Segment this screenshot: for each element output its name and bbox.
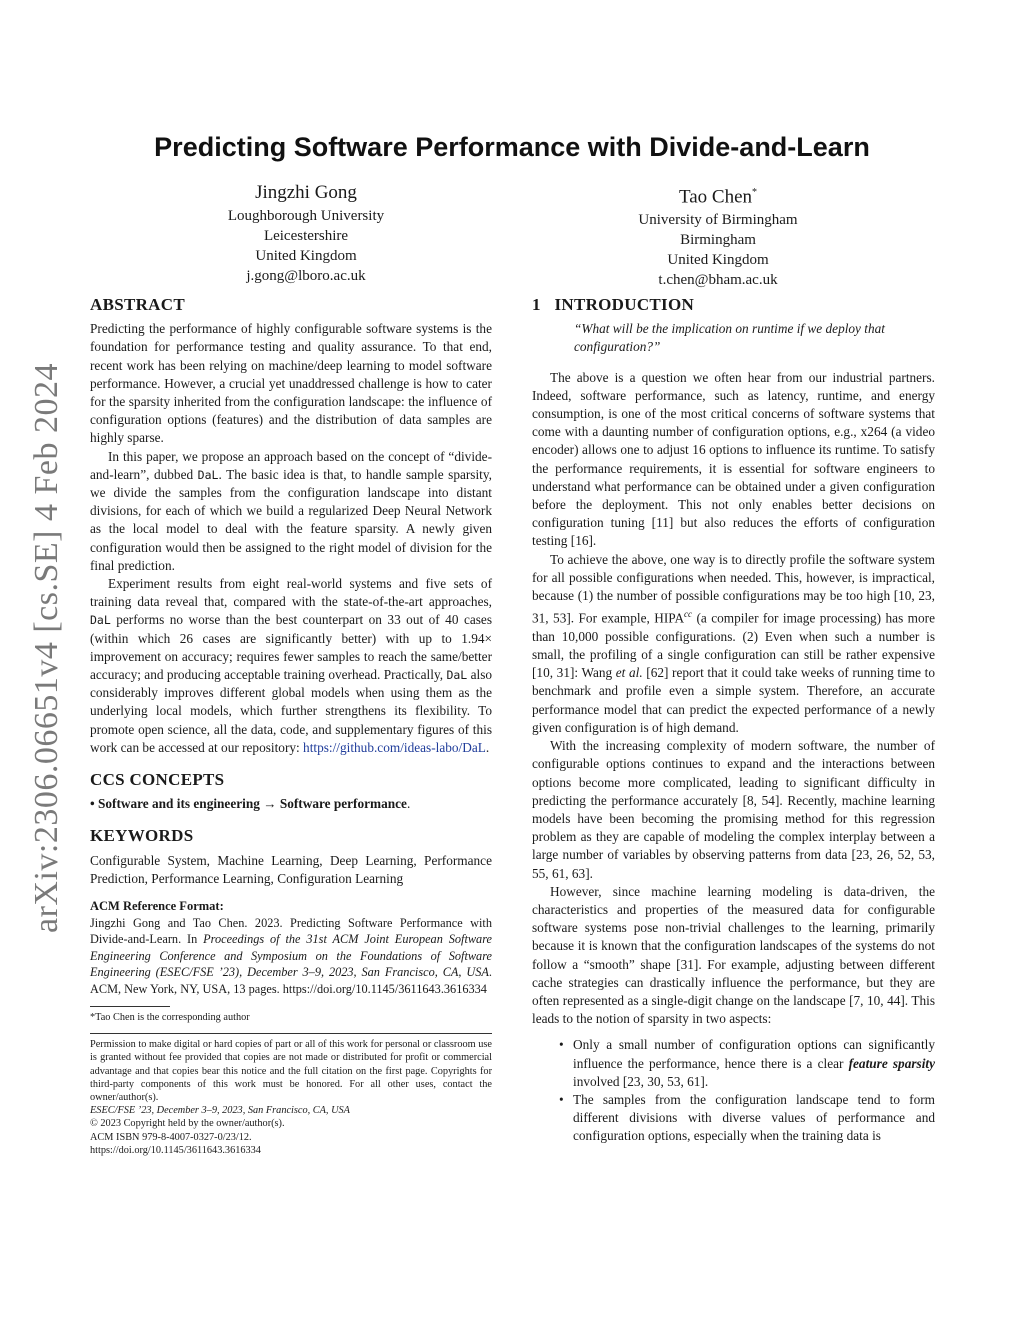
spacer (90, 888, 492, 898)
intro-paragraph-2 (532, 551, 935, 737)
spacer (90, 1024, 492, 1033)
author-name: Jingzhi Gong (255, 182, 357, 203)
intro-paragraph-3: With the increasing complexity of modern software, the number of configurable options continues to expand and the interactions between options become more complicated, leading to significant difficulty in predicting the performance accurately [8, 54]. Recently, machine learning models have been becoming the promising method for this regression problem as they are capable of modeling the complex interplay between a large number of variables by observing patterns from data [23, 26, 52, 53, 55, 61, 63]. (532, 738, 935, 881)
ccs-heading: CCS CONCEPTS (90, 770, 225, 790)
acm-ref-text (90, 915, 492, 998)
superscript: cc (684, 609, 693, 620)
author-email[interactable]: j.gong@lboro.ac.uk (246, 268, 366, 284)
dal-name: DaL (90, 613, 111, 628)
text-span: Experiment results from eight real-world systems and five sets of training data reveal that, compared with the state-of-the-art approaches, (90, 576, 492, 610)
author-affiliation: Loughborough University (227, 208, 385, 224)
ccs-concepts (90, 795, 492, 813)
dal-name: DaL (197, 467, 219, 482)
et-al: et al. (615, 665, 643, 681)
introduction-heading: 1 INTRODUCTION (532, 295, 695, 314)
author-affiliation: Leicestershire (263, 228, 349, 244)
keywords-heading: KEYWORDS (90, 826, 194, 846)
conference-line: ESEC/FSE ’23, December 3–9, 2023, San Francisco, CA, USA (90, 1105, 350, 1117)
spacer (90, 998, 492, 1006)
abstract-paragraph-1: Predicting the performance of highly configurable software systems is the foundation for performance testing and quality assurance. To that end, recent work has been relying on machine/deep learning to model software performance. However, a crucial yet unaddressed challenge is how to cater for the sparsity inherited from the configuration landscape: the influence of configuration options (features) and the distribution of data samples are highly sparse. (90, 321, 492, 446)
text-span: Jingzhi Gong and Tao Chen. 2023. Predicting Software Performance with Divide-and-Learn. In (90, 915, 492, 947)
acm-ref-heading: ACM Reference Format: (90, 899, 224, 914)
text-span: In this paper, we propose an approach based on the concept of “divide-and-learn”, dubbed (90, 448, 492, 482)
spacer (532, 357, 935, 369)
spacer (90, 813, 492, 827)
sparsity-list (532, 1036, 935, 1145)
acm-reference (90, 898, 492, 998)
copyright-line: © 2023 Copyright held by the owner/author(s). (90, 1118, 285, 1130)
permission-block (90, 1038, 492, 1157)
spacer (532, 1028, 935, 1036)
author-block-1 (146, 180, 466, 286)
text-span: To achieve the above, one way is to directly profile the software system for all possible configurations when needed. This, however, is impractical, because (1) the number of possible configurations may be too high [10, 23, 31, 53]. For example, HIPA (532, 551, 935, 626)
doi-line: https://doi.org/10.1145/3611643.3616334 (90, 1144, 261, 1156)
text-span: . (485, 739, 490, 755)
author-affiliation: Birmingham (680, 232, 756, 249)
list-item (532, 1036, 935, 1091)
author-affiliation: United Kingdom (255, 248, 357, 264)
permission-text: Permission to make digital or hard copies of part or all of this work for personal or classroom use is granted without fee provided that copies are not made or distributed for profit or commercial advantage and that copies bear this notice and the full citation on the first page. Copyrights for third-party components of this work must be honored. For all other uses, contact the owner/author(s). (90, 1039, 492, 1104)
author-affiliation: United Kingdom (667, 252, 769, 269)
venue: Proceedings of the 31st ACM Joint European Software Engineering Conference and Symposium on the Foundations of Software Engineering (ESEC/FSE ’23), December 3–9, 2023, San Francisco, CA, USA (90, 932, 492, 980)
dal-name: DaL (446, 668, 468, 683)
intro-paragraph-4: However, since machine learning modeling is data-driven, the characteristics and properties of the measured data for configurable software systems pose non-trivial challenges to the learning, primarily because it is known that the configuration landscapes of the systems do not follow a “smooth” shape [31]. For example, adjusting between different cache strategies can drastically influence the performance, but they are often represented as a single-digit change on the landscape [7, 10, 44]. This leads to the notion of sparsity in two aspects: (532, 883, 935, 1027)
author-affiliation: University of Birmingham (638, 212, 798, 229)
epigraph-quote: “What will be the implication on runtime if we deploy that configuration?” (574, 321, 885, 355)
text-span: also considerably improves different global models when using them as the underlying local models, which further strengthens its flexibility. To promote open science, all the data, code, and supplementary figures of this work can be accessed at our repository: (90, 667, 493, 755)
bullet-icon: • (559, 1091, 564, 1107)
author-email[interactable]: t.chen@bham.ac.uk (658, 272, 778, 289)
text-span: performs no worse than the best counterpart on 33 out of 40 cases (within which 26 cases are significantly better) with up to 1.94× improvement on accuracy; requires fewer samples to reach the same/better accuracy; and producing acceptable training overhead. Practically, (90, 612, 492, 683)
text-span: . ACM, New York, NY, USA, 13 pages. https://doi.org/10.1145/3611643.3616334 (90, 965, 492, 997)
permission-rule (90, 1033, 492, 1034)
footnote: *Tao Chen is the corresponding author (90, 1011, 250, 1023)
author-name-row (558, 180, 878, 210)
author-block-2 (558, 180, 878, 290)
arxiv-watermark (22, 335, 72, 960)
emphasis: feature sparsity (848, 1055, 935, 1071)
bullet-icon: • (559, 1037, 564, 1053)
paper-title: Predicting Software Performance with Divide-and-Learn (154, 132, 870, 162)
text-span: The samples from the configuration landscape tend to form different divisions with diverse values of performance and configuration options, especially when the training data is (573, 1091, 935, 1144)
list-item (532, 1091, 935, 1146)
text-span: . The basic idea is that, to handle sample sparsity, we divide the samples from the configuration landscape into distant divisions, for each of which we build a regularized Deep Neural Network as the local model to deal with the feature sparsity. A newly given configuration would then be assigned to the right model of division for the final prediction. (90, 466, 492, 573)
repository-link[interactable]: https://github.com/ideas-labo/DaL (303, 739, 486, 755)
footnote-rule (90, 1006, 170, 1007)
author-name: Tao Chen (678, 186, 753, 208)
ccs-text: • Software and its engineering → Software performance (90, 796, 407, 812)
abstract-paragraph-2 (90, 448, 492, 575)
text-span: . (406, 796, 411, 812)
isbn-line: ACM ISBN 979-8-4007-0327-0/23/12. (90, 1131, 252, 1143)
corresponding-mark: * (752, 187, 758, 198)
text-span: [62] report that it could take weeks of running time to benchmark and profile even a simple system. Therefore, an accurate performance model that can predict the expected performance of a newly given configuration is of high demand. (532, 665, 935, 735)
abstract-heading: ABSTRACT (90, 295, 185, 314)
right-column (532, 296, 935, 1146)
spacer (90, 757, 492, 771)
arxiv-id: arXiv:2306.06651v4 [cs.SE] 4 Feb 2024 (28, 362, 66, 933)
abstract-paragraph-3 (90, 575, 492, 757)
intro-paragraph-1: The above is a question we often hear from our industrial partners. Indeed, software performance, such as latency, runtime, and energy consumption, is one of the most critical concerns of software systems that come with a daunting number of configuration options, e.g., x264 (a video encoder) allows one to adjust 16 options to influence its runtime. To satisfy the performance requirements, it is essential for software engineers to understand what performance can be obtained under a given configuration before the deployment. This not only enables better decisions on configuration tuning [11] but also reduces the efforts of configuration testing [16]. (532, 369, 935, 549)
keywords-text: Configurable System, Machine Learning, Deep Learning, Performance Prediction, Performance Learning, Configuration Learning (90, 852, 492, 886)
text-span: (a compiler for image processing) has more than 10,000 possible configurations. (2) Even when such a number is small, the profiling of a single configuration can still be rather expensive [10, 31]: Wang (532, 610, 935, 681)
text-span: Only a small number of configuration options can significantly influence the performance, hence there is a clear (573, 1037, 935, 1071)
left-column (90, 296, 492, 1157)
text-span: involved [23, 30, 53, 61]. (573, 1073, 709, 1089)
